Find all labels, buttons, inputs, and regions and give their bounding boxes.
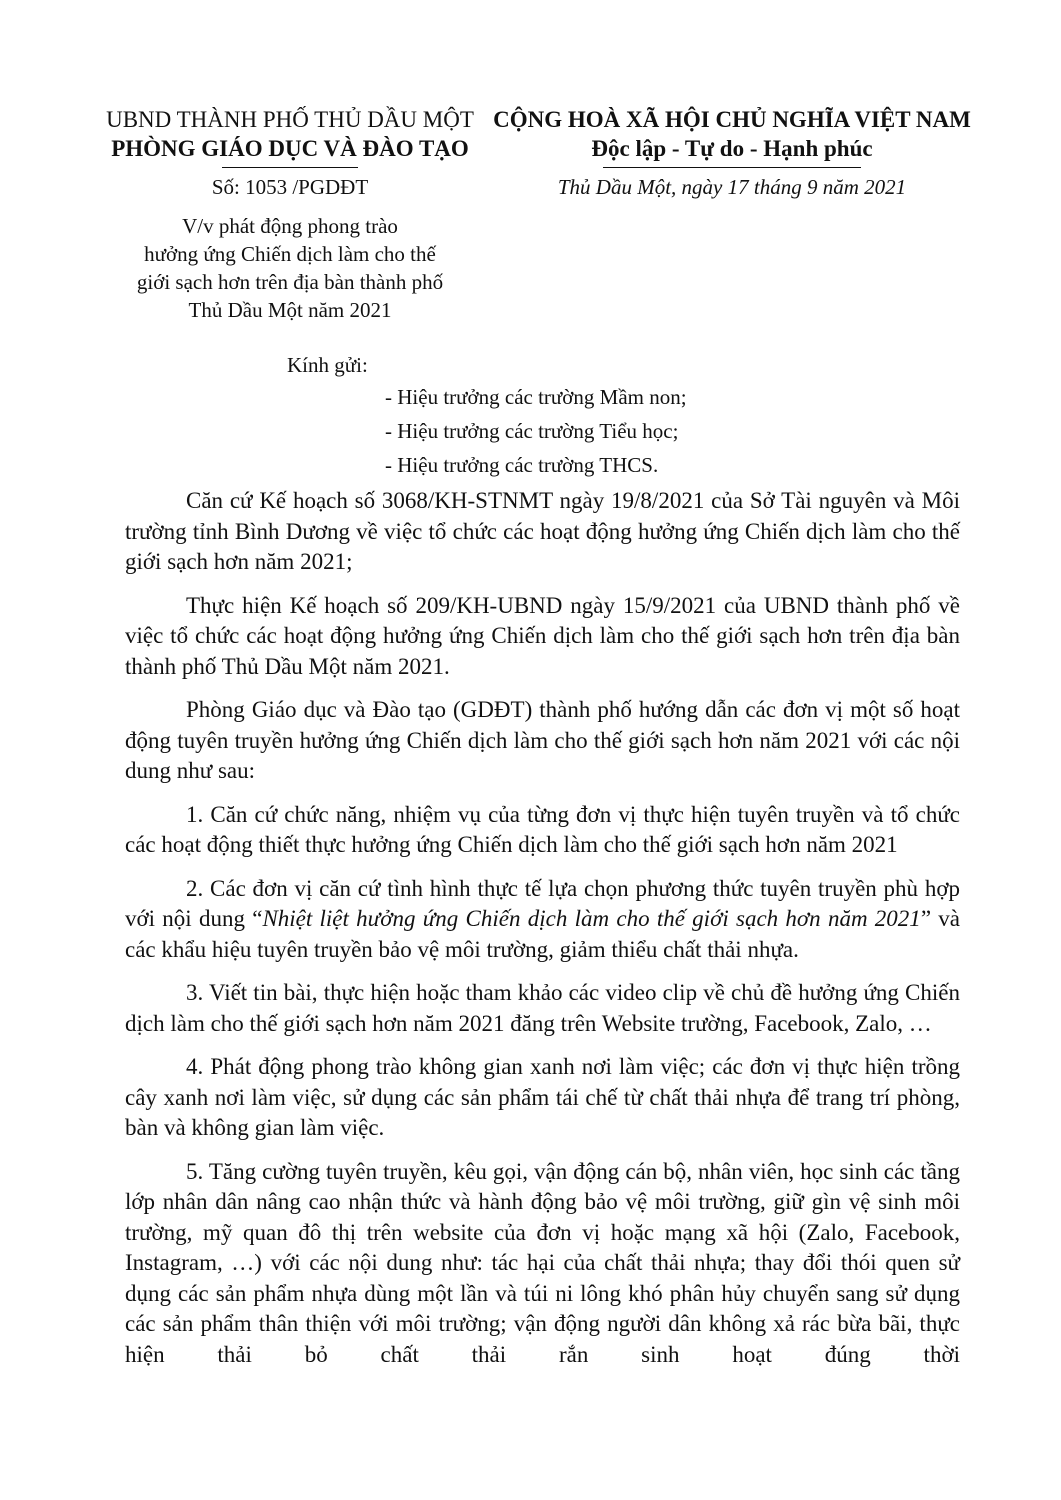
left-header-underline — [222, 167, 358, 168]
body-paragraph-4: 1. Căn cứ chức năng, nhiệm vụ của từng đơn vị thực hiện tuyên truyền và tổ chức các hoạt động thiết thực hưởng ứng Chiến dịch làm cho thế giới sạch hơn năm 2021 — [125, 801, 960, 857]
body-paragraph-3: Phòng Giáo dục và Đào tạo (GDĐT) thành phố hướng dẫn các đơn vị một số hoạt động tuyên truyền hưởng ứng Chiến dịch làm cho thế giới sạch hơn năm 2021 với các nội dung như sau: — [125, 697, 960, 783]
body-paragraph-7: 4. Phát động phong trào không gian xanh nơi làm việc; các đơn vị thực hiện trồng cây xanh nơi làm việc, sử dụng các sản phẩm tái chế từ chất thải nhựa để trang trí phòng, bàn và không gian làm việc. — [125, 1054, 960, 1140]
p5-slogan: Nhiệt liệt hưởng ứng Chiến dịch làm cho thế giới sạch hơn năm 2021 — [262, 906, 921, 931]
subject-line: Thủ Dầu Một năm 2021 — [188, 298, 392, 322]
issuing-authority: UBND THÀNH PHỐ THỦ DẦU MỘT — [106, 107, 474, 132]
recipient-item: - Hiệu trưởng các trường THCS. — [385, 453, 659, 477]
greeting: Kính gửi: — [287, 353, 368, 377]
body-paragraph-5 — [125, 874, 960, 966]
document-number: Số: 1053 /PGDĐT — [211, 175, 369, 199]
document-subject — [100, 212, 480, 324]
body-paragraph-2: Thực hiện Kế hoạch số 209/KH-UBND ngày 15/9/2021 của UBND thành phố về việc tổ chức các hoạt động hưởng ứng Chiến dịch làm cho thế giới sạch hơn trên địa bàn thành phố Thủ Dầu Một năm 2021. — [125, 592, 960, 679]
recipient-item: - Hiệu trưởng các trường Tiểu học; — [385, 419, 679, 443]
body-paragraph-1: Căn cứ Kế hoạch số 3068/KH-STNMT ngày 19/8/2021 của Sở Tài nguyên và Môi trường tỉnh Bình Dương về việc tổ chức các hoạt động hưởng ứng Chiến dịch làm cho thế giới sạch hơn năm 2021; — [125, 488, 960, 574]
recipient-list — [385, 380, 687, 482]
body-paragraph-6: 3. Viết tin bài, thực hiện hoặc tham khảo các video clip về chủ đề hưởng ứng Chiến dịch làm cho thế giới sạch hơn năm 2021 đăng trên Website trường, Facebook, Zalo, … — [125, 980, 960, 1036]
body-paragraph-8: 5. Tăng cường tuyên truyền, kêu gọi, vận động cán bộ, nhân viên, học sinh các tầng lớp nhân dân nâng cao nhận thức và hành động bảo vệ môi trường, giữ gìn vệ sinh môi trường, mỹ quan đô thị trên website của đơn vị hoặc mạng xã hội (Zalo, Facebook, Instagram, …) với các nội dung như: tác hại của chất thải nhựa; thay đổi thói quen sử dụng các sản phẩm nhựa dùng một lần và túi ni lông khó phân hủy chuyển sang sử dụng các sản phẩm thân thiện với môi trường; vận động người dân không xả rác bừa bãi, thực hiện thải bỏ chất thải rắn sinh hoạt đúng thời — [125, 1158, 960, 1367]
subject-line: V/v phát động phong trào — [182, 214, 398, 238]
national-title: CỘNG HOÀ XÃ HỘI CHỦ NGHĨA VIỆT NAM — [493, 107, 971, 132]
recipient-item: - Hiệu trưởng các trường Mầm non; — [385, 385, 687, 409]
subject-line: hưởng ứng Chiến dịch làm cho thế — [144, 242, 436, 266]
right-header-underline — [603, 167, 861, 168]
issuing-department: PHÒNG GIÁO DỤC VÀ ĐÀO TẠO — [111, 136, 469, 161]
document-date: Thủ Dầu Một, ngày 17 tháng 9 năm 2021 — [557, 175, 907, 199]
subject-line: giới sạch hơn trên địa bàn thành phố — [136, 270, 444, 294]
national-motto: Độc lập - Tự do - Hạnh phúc — [591, 136, 873, 161]
p5-end: ” và các khẩu hiệu tuyên truyền bảo vệ môi trường, giảm thiểu chất thải nhựa. — [125, 906, 960, 962]
document-body — [125, 486, 960, 1383]
p5-start: 2. Các đơn vị căn cứ tình hình thực tế lựa chọn phương thức tuyên truyền phù hợp với nội dung “ — [125, 875, 960, 931]
